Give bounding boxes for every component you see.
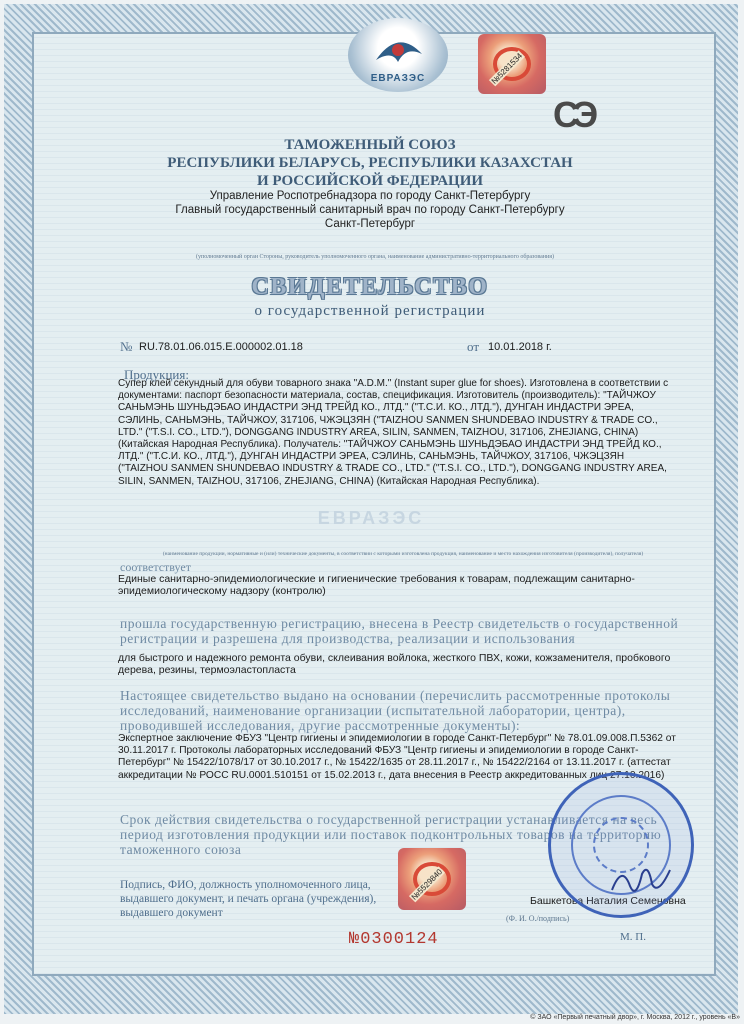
certificate-title: СВИДЕТЕЛЬСТВО [251,274,489,300]
registration-number: RU.78.01.06.015.Е.000002.01.18 [139,341,303,353]
signatory-name: Башкетова Наталия Семеновна [530,895,686,907]
eurasec-emblem [348,18,448,92]
certificate-subtitle: о государственной регистрации [254,303,486,319]
signature-hint: (Ф. И. О./подпись) [506,914,570,923]
registration-date: 10.01.2018 г. [488,341,552,353]
authority-hint: (уполномоченный орган Стороны, руководитель уполномоченного органа, наименование административно-территориального образования) [196,254,554,260]
signature-label: Подпись, ФИО, должность уполномоченного лица, выдавшего документ, и печать органа (учреждения), выдавшего документ [120,879,377,919]
header-union: ТАМОЖЕННЫЙ СОЮЗ [284,137,456,153]
product-description: Супер клей секундный для обуви товарного знака "A.D.M." (Instant super glue for shoes). Изготовлена в соответствии с документами: паспорт безопасности материала, состав, спецификация. Изготовитель (производитель): "ТАЙЧЖОУ САНЬМЭНЬ ШУНЬДЭБАО ИНДАСТРИ ЭНД ТРЕЙД КО., ЛТД." ("Т.С.И. КО., ЛТД."), ДУНГАН ИНДАСТРИ ЭРЕА, СЭЛИНЬ, САНЬМЭНЬ, ТАЙЧЖОУ, 317106, ЧЖЭЦЗЯН ("TAIZHOU SANMEN SHUNDEBAO INDUSTRY & TRADE CO., LTD." ("T.S.I. CO., LTD."), DONGGANG INDUSTRY AREA, SILIN, SANMEN, TAIZHOU, 317106, ZHEJIANG, CHINA) (Китайская Народная Республика). Получатель: "ТАЙЧЖОУ САНЬМЭНЬ ШУНЬДЭБАО ИНДАСТРИ ЭНД ТРЕЙД КО., ЛТД." ("Т.С.И. КО., ЛТД."), ДУНГАН ИНДАСТРИ ЭРЕА, СЭЛИНЬ, САНЬМЭНЬ, ТАЙЧЖОУ, 317106, ЧЖЭЦЗЯН ("TAIZHOU SANMEN SHUNDEBAO INDUSTRY & TRADE CO., LTD." ("T.S.I. CO., LTD."), DONGGANG INDUSTRY AREA, SILIN, SANMEN, TAIZHOU, 317106, ZHEJIANG, CHINA) (Китайская Народная Республика). [118,378,669,487]
reg-no-label: № [120,339,133,354]
hologram-sticker-top [478,34,546,94]
header-republics: РЕСПУБЛИКИ БЕЛАРУСЬ, РЕСПУБЛИКИ КАЗАХСТАН [167,155,573,171]
stamp-place-label: М. П. [620,931,646,943]
product-label: Продукция: [124,367,189,382]
product-hint: (наименование продукции, нормативные и (или) технические документы, в соответствии с которыми изготовлена продукция, наименование и место нахождения изготовителя (производителя), получателя) [162,551,644,557]
hologram-sticker-bottom [398,848,466,910]
authority-line-3: Санкт-Петербург [324,218,416,230]
handwritten-signature [608,860,678,900]
reg-date-label: от [467,339,480,354]
hologram-serial-top: №5281534 [489,51,525,86]
hologram-serial-bottom: №5529840 [409,867,445,902]
printer-footer: © ЗАО «Первый печатный двор», г. Москва, 2012 г., уровень «В» [530,1014,740,1021]
authority-line-1: Управление Роспотребнадзора по городу Санкт-Петербургу [209,190,531,202]
header-federation: И РОССИЙСКОЙ ФЕДЕРАЦИИ [256,173,484,189]
form-serial-number: №0300124 [349,930,439,949]
validity-statement: Срок действия свидетельства о государственной регистрации устанавливается на весь период изготовления продукции или поставок подконтрольных товаров на территорию таможенного союза [120,812,662,857]
basis-statement: Настоящее свидетельство выдано на основании (перечислить рассмотренные протоколы исследований, наименование организации (испытательной лаборатории, центра), проводившей исследования, другие рассмотренные документы): [120,688,671,733]
basis-documents: Экспертное заключение ФБУЗ "Центр гигиены и эпидемиологии в городе Санкт-Петербург" № 78.01.09.008.П.5362 от 30.11.2017 г. Протоколы лабораторных исследований ФБУЗ "Центр гигиены и эпидемиологии в городе Санкт-Петербург" № 15422/1078/17 от 30.10.2017 г., № 15422/1635 от 28.11.2017 г., № 15422/2164 от 13.11.2017 г. (аттестат аккредитации № РОСС RU.0001.510151 от 15.02.2013 г., дата внесения в Реестр аккредитованных лиц 27.10.2016) [118,733,676,781]
eurasec-watermark: ЕВРАЗЭС [317,508,425,528]
conforms-label: соответствует [120,560,191,574]
conformity-mark: СЭ [553,94,593,135]
conforms-requirements: Единые санитарно-эпидемиологические и гигиенические требования к товарам, подлежащим санитарно-эпидемиологическому надзору (контролю) [118,573,635,598]
registration-statement: прошла государственную регистрацию, внесена в Реестр свидетельств о государственной регистрации и разрешена для производства, реализации и использования [120,616,679,646]
emblem-label: ЕВРАЗЭС [370,73,426,84]
authority-line-2: Главный государственный санитарный врач по городу Санкт-Петербургу [175,204,565,216]
use-description: для быстрого и надежного ремонта обуви, склеивания войлока, жесткого ПВХ, кожи, кожзаменителя, пробкового дерева, резины, термоэластопласта [118,652,671,677]
